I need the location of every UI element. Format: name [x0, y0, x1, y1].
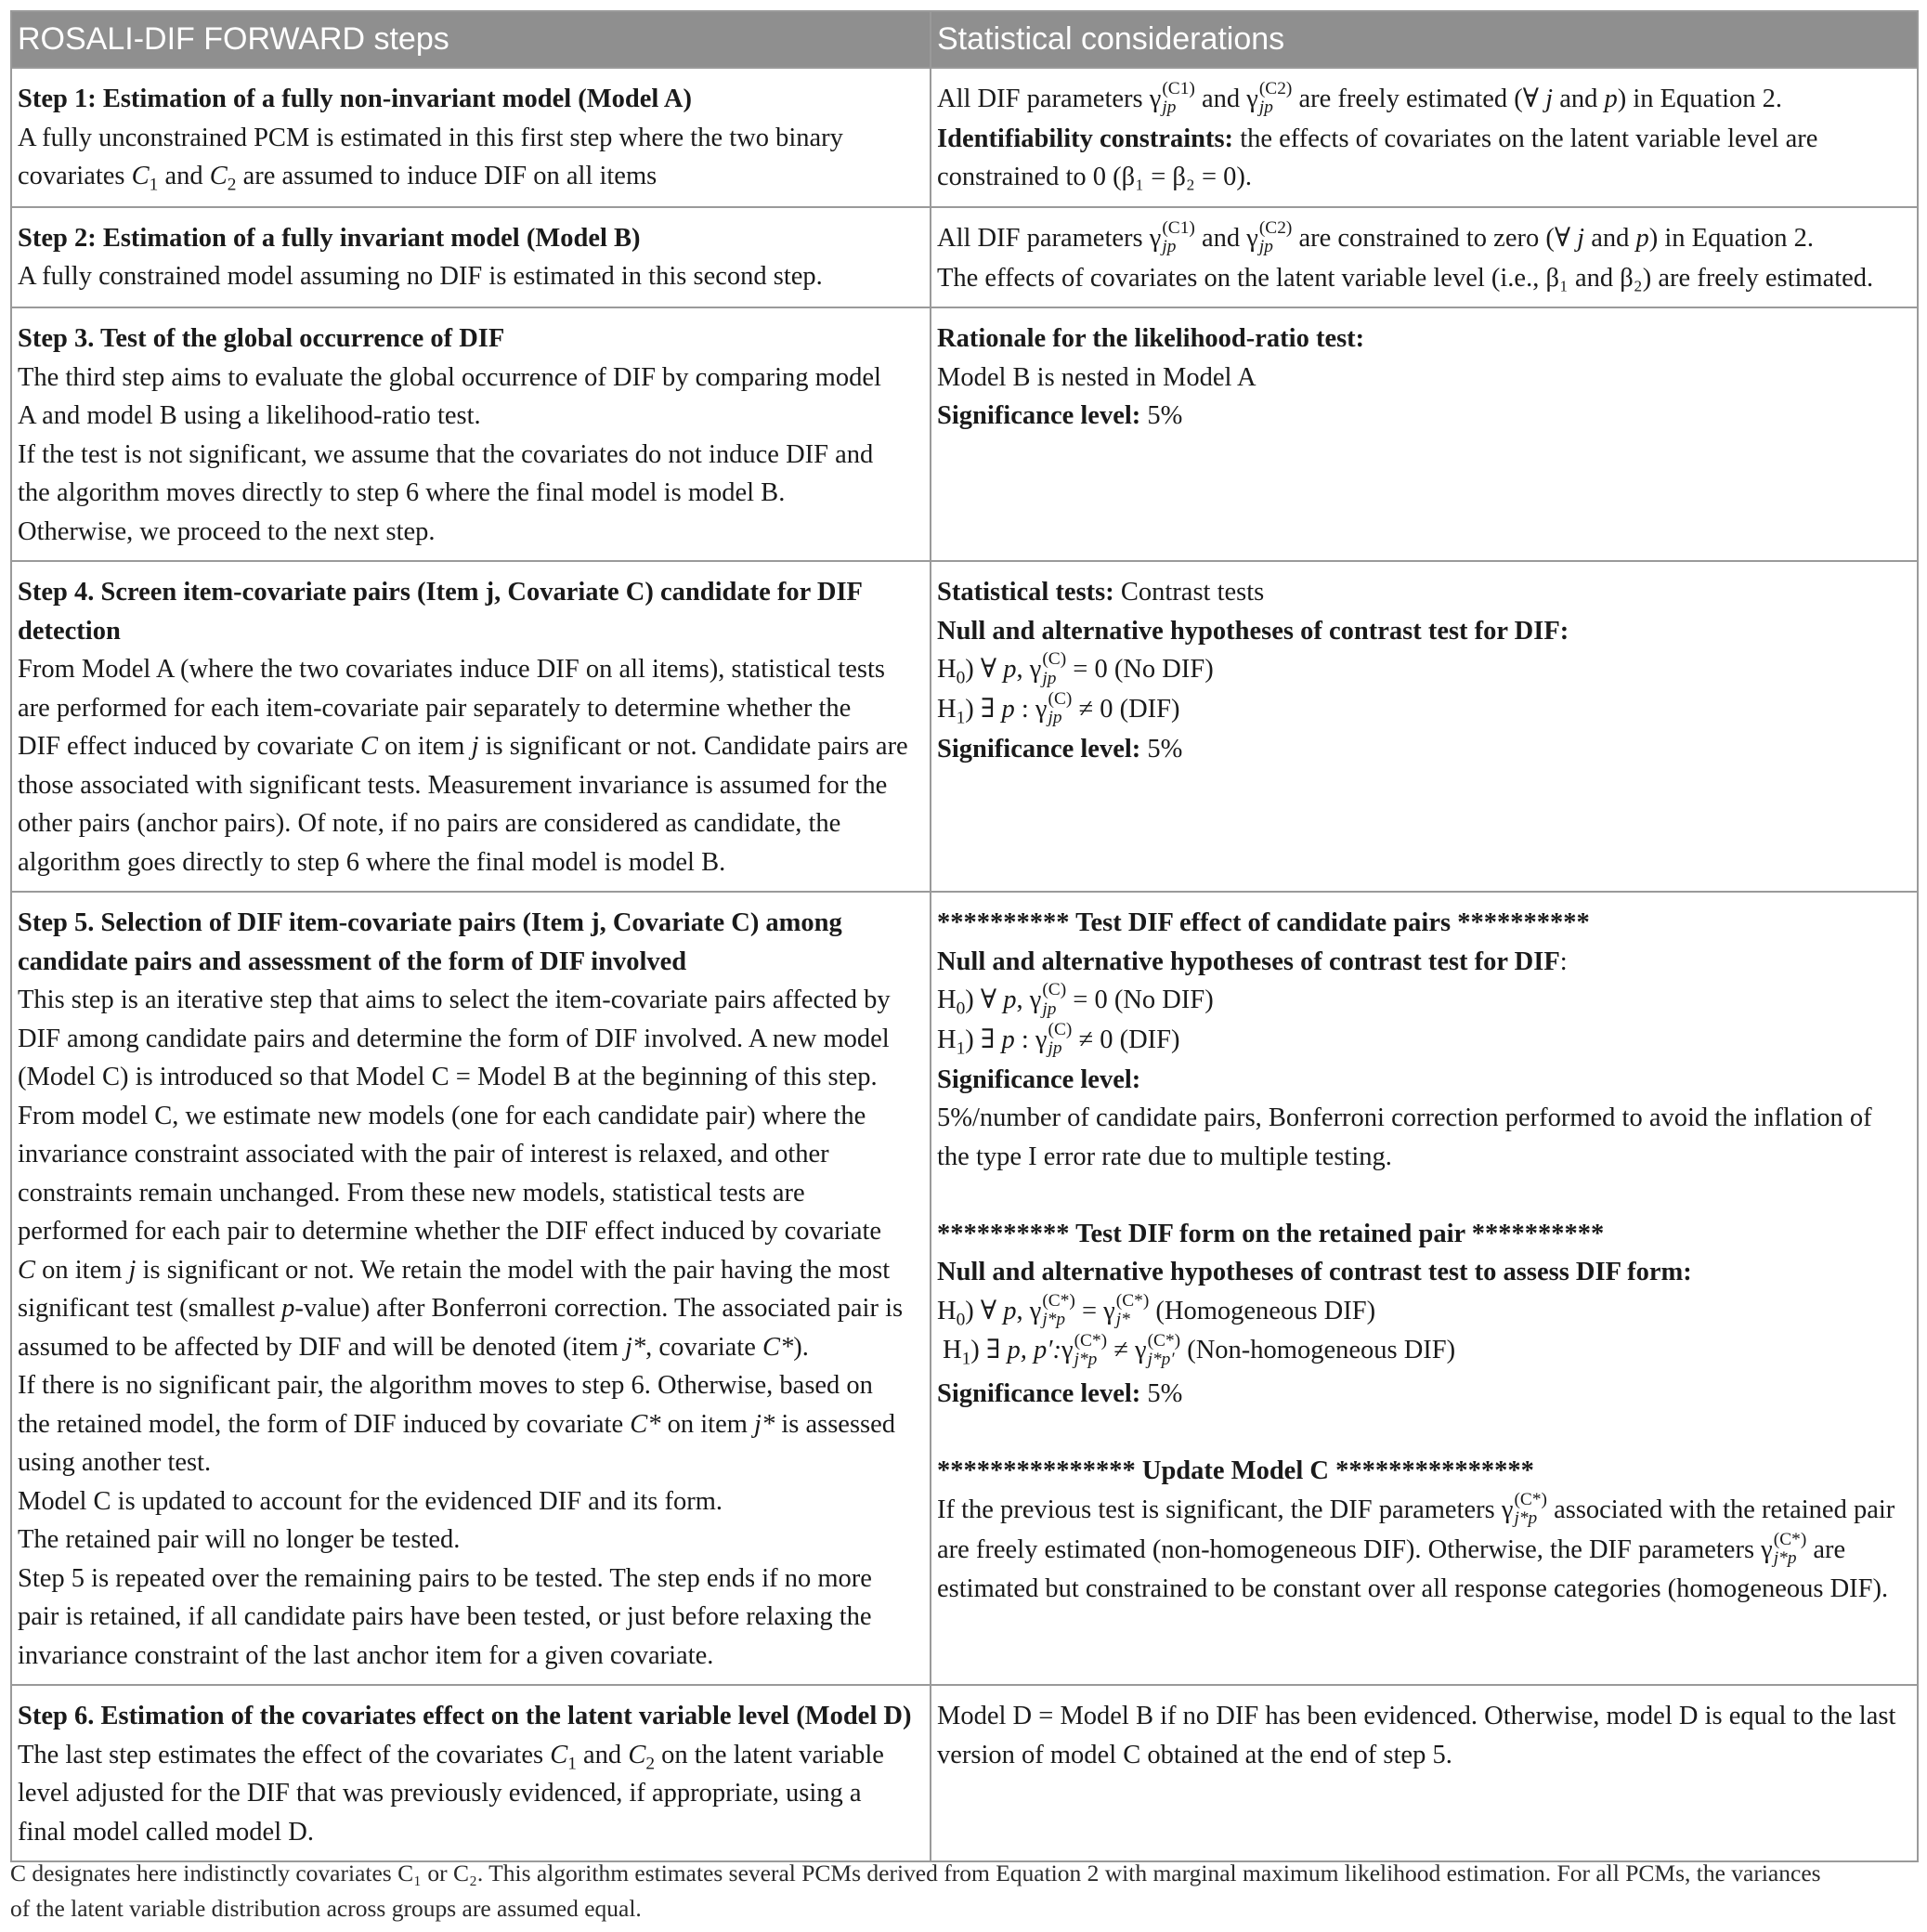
column-header-steps: ROSALI-DIF FORWARD steps: [11, 11, 931, 68]
step2-stat-line: All DIF parameters γ (C1) jp and γ (C2) jp are constrained to zero (∀ j and p) in Equation 2.: [937, 217, 1815, 257]
step5-text: pair is retained, if all candidate pairs have been tested, or just before relaxing the: [18, 1602, 872, 1632]
step3-text: the algorithm moves directly to step 6 where the final model is model B.: [18, 478, 786, 508]
step4-h0: $H_0$) ∀ p, γ (C) jp = 0 (No DIF): [937, 649, 1214, 688]
step2-title: Step 2: Estimation of a fully invariant model (Model B): [18, 223, 641, 253]
step5-text: If there is no significant pair, the algorithm moves to step 6. Otherwise, based on: [18, 1371, 873, 1401]
step5-stat-line: Significance level:: [937, 1064, 1141, 1094]
step1-description: [11, 68, 931, 207]
step4-text: From Model A (where the two covariates induce DIF on all items), statistical tests: [18, 655, 885, 685]
step4-description: [11, 561, 931, 892]
step5-stat-line: Significance level: 5%: [937, 1379, 1183, 1409]
step1-stat-line: constrained to 0 (β₁ = β₂ = 0).: [937, 163, 1253, 192]
step5-h1: $H_1$) ∃ p : γ (C) jp ≠ 0 (DIF): [937, 1020, 1180, 1059]
table-row: [11, 1685, 1918, 1861]
step3-stat-line: Significance level: 5%: [937, 401, 1183, 431]
footnote-line: C designates here indistinctly covariates C₁ or C₂. This algorithm estimates several PCMs derived from Equation 2 with marginal maximum likelihood estimation. For all PCMs, the variances: [10, 1860, 1821, 1886]
table-row: [11, 207, 1918, 307]
step6-description: [11, 1685, 931, 1861]
step5-text: (Model C) is introduced so that Model C = Model B at the beginning of this step.: [18, 1063, 878, 1092]
step5-stat-line: Null and alternative hypotheses of contrast test for DIF:: [937, 946, 1568, 976]
step5-text: significant test (smallest p-value) after Bonferroni correction. The associated pair is: [18, 1294, 904, 1324]
step3-statistics: [931, 307, 1918, 561]
step5-section-form: ********** Test DIF form on the retained pair **********: [937, 1219, 1605, 1248]
step5-h0: $H_0$) ∀ p, γ (C) jp = 0 (No DIF): [937, 980, 1214, 1019]
step5-stat-line: If the previous test is significant, the DIF parameters γ (C*) j*p associated with the retained pair: [937, 1489, 1895, 1529]
step2-description: [11, 207, 931, 307]
step5-text: constraints remain unchanged. From these new models, statistical tests are: [18, 1178, 805, 1208]
step5-text: From model C, we estimate new models (one for each candidate pair) where the: [18, 1101, 866, 1130]
step5-text: This step is an iterative step that aims to select the item-covariate pairs affected by: [18, 986, 891, 1015]
step6-text: level adjusted for the DIF that was previously evidenced, if appropriate, using a: [18, 1779, 862, 1808]
table-row: [11, 307, 1918, 561]
step1-stat-line: All DIF parameters γ (C1) jp and γ (C2) jp are freely estimated (∀ j and p) in Equation 2.: [937, 79, 1783, 118]
step6-text: final model called model D.: [18, 1817, 314, 1847]
step4-h1: $H_1$) ∃ p : γ (C) jp ≠ 0 (DIF): [937, 689, 1180, 728]
step3-stat-line: Rationale for the likelihood-ratio test:: [937, 324, 1365, 354]
step5-text: the retained model, the form of DIF induced by covariate C* on item j* is assessed: [18, 1409, 896, 1439]
step2-stat-line: The effects of covariates on the latent variable level (i.e., β₁ and β₂) are freely estimated.: [937, 263, 1874, 293]
step5-statistics: [931, 892, 1918, 1685]
step3-description: [11, 307, 931, 561]
step4-text: DIF effect induced by covariate C on item j is significant or not. Candidate pairs are: [18, 732, 908, 762]
step4-statistics: [931, 561, 1918, 892]
step4-title: Step 4. Screen item-covariate pairs (Item j, Covariate C) candidate for DIF: [18, 578, 863, 607]
table-row: [11, 68, 1918, 207]
column-header-statistical: Statistical considerations: [931, 11, 1918, 68]
step5-section-update: *************** Update Model C ***************: [937, 1456, 1534, 1486]
step1-stat-line: Identifiability constraints: the effects of covariates on the latent variable level are: [937, 124, 1818, 153]
step5-text: using another test.: [18, 1448, 212, 1478]
step5-stat-line: Null and alternative hypotheses of contrast test to assess DIF form:: [937, 1258, 1692, 1287]
step3-title: Step 3. Test of the global occurrence of DIF: [18, 324, 505, 354]
step4-text: algorithm goes directly to step 6 where the final model is model B.: [18, 847, 726, 877]
step4-stat-line: Null and alternative hypotheses of contrast test for DIF:: [937, 616, 1569, 646]
table-footnote: [10, 1856, 1917, 1926]
step6-stat-line: version of model C obtained at the end of step 5.: [937, 1740, 1452, 1769]
step5-text: invariance constraint of the last anchor item for a given covariate.: [18, 1640, 714, 1670]
step6-title: Step 6. Estimation of the covariates effect on the latent variable level (Model D): [18, 1702, 912, 1731]
step1-statistics: [931, 68, 1918, 207]
step3-text: A and model B using a likelihood-ratio test.: [18, 401, 481, 431]
step5-text: DIF among candidate pairs and determine the form of DIF involved. A new model: [18, 1024, 890, 1053]
step5-stat-line: are freely estimated (non-homogeneous DIF). Otherwise, the DIF parameters γ (C*) j*p are: [937, 1529, 1846, 1569]
step5-text: assumed to be affected by DIF and will be denoted (item j*, covariate C*).: [18, 1332, 809, 1362]
rosali-dif-table-page: [10, 10, 1917, 1862]
step5-text: performed for each pair to determine whether the DIF effect induced by covariate: [18, 1217, 882, 1247]
table-row: [11, 561, 1918, 892]
step1-text: A fully unconstrained PCM is estimated in this first step where the two binary: [18, 123, 843, 152]
step6-stat-line: Model D = Model B if no DIF has been evidenced. Otherwise, model D is equal to the last: [937, 1702, 1896, 1731]
step5-text: The retained pair will no longer be tested.: [18, 1525, 461, 1555]
step4-title: detection: [18, 616, 121, 646]
step6-text: The last step estimates the effect of the covariates $C_1$ and $C_2$ on the latent variable: [18, 1740, 884, 1774]
step5-stat-line: the type I error rate due to multiple testing.: [937, 1142, 1392, 1171]
step1-text: covariates $C_1$ and $C_2$ are assumed to induce DIF on all items: [18, 162, 658, 195]
step2-statistics: [931, 207, 1918, 307]
step4-stat-line: Statistical tests: Contrast tests: [937, 578, 1265, 607]
step5-h0-form: $H_0$) ∀ p, γ (C*) j*p = γ (C*) j* (Homogeneous DIF): [937, 1290, 1376, 1330]
step3-text: The third step aims to evaluate the global occurrence of DIF by comparing model: [18, 362, 881, 392]
step4-stat-line: Significance level: 5%: [937, 734, 1183, 764]
step1-title: Step 1: Estimation of a fully non-invariant model (Model A): [18, 85, 692, 113]
rosali-dif-table: [10, 10, 1919, 1862]
footnote-line: of the latent variable distribution across groups are assumed equal.: [10, 1895, 642, 1922]
step6-statistics: [931, 1685, 1918, 1861]
step5-stat-line: 5%/number of candidate pairs, Bonferroni correction performed to avoid the inflation of: [937, 1103, 1872, 1133]
step5-text: C on item j is significant or not. We retain the model with the pair having the most: [18, 1255, 891, 1285]
step5-text: invariance constraint associated with the pair of interest is relaxed, and other: [18, 1140, 829, 1169]
step5-title: candidate pairs and assessment of the form of DIF involved: [18, 946, 687, 976]
step5-h1-form: $H_1$) ∃ p, p′:γ (C*) j*p ≠ γ (C*) j*p′ (Non-homogeneous DIF): [943, 1330, 1456, 1370]
step3-text: If the test is not significant, we assume that the covariates do not induce DIF and: [18, 439, 874, 469]
step3-text: Otherwise, we proceed to the next step.: [18, 516, 436, 546]
step4-text: those associated with significant tests. Measurement invariance is assumed for the: [18, 770, 888, 800]
step5-title: Step 5. Selection of DIF item-covariate pairs (Item j, Covariate C) among: [18, 908, 842, 938]
step5-section-effect: ********** Test DIF effect of candidate pairs **********: [937, 908, 1590, 938]
step4-text: other pairs (anchor pairs). Of note, if no pairs are considered as candidate, the: [18, 809, 841, 839]
step3-stat-line: Model B is nested in Model A: [937, 362, 1256, 392]
table-header-row: [11, 11, 1918, 68]
step5-text: Model C is updated to account for the evidenced DIF and its form.: [18, 1486, 723, 1516]
step5-text: Step 5 is repeated over the remaining pairs to be tested. The step ends if no more: [18, 1563, 872, 1593]
step5-description: [11, 892, 931, 1685]
step5-stat-line: estimated but constrained to be constant over all response categories (homogeneous DIF).: [937, 1574, 1889, 1604]
step4-text: are performed for each item-covariate pair separately to determine whether the: [18, 693, 852, 723]
table-row: [11, 892, 1918, 1685]
step2-text: A fully constrained model assuming no DIF is estimated in this second step.: [18, 262, 823, 292]
